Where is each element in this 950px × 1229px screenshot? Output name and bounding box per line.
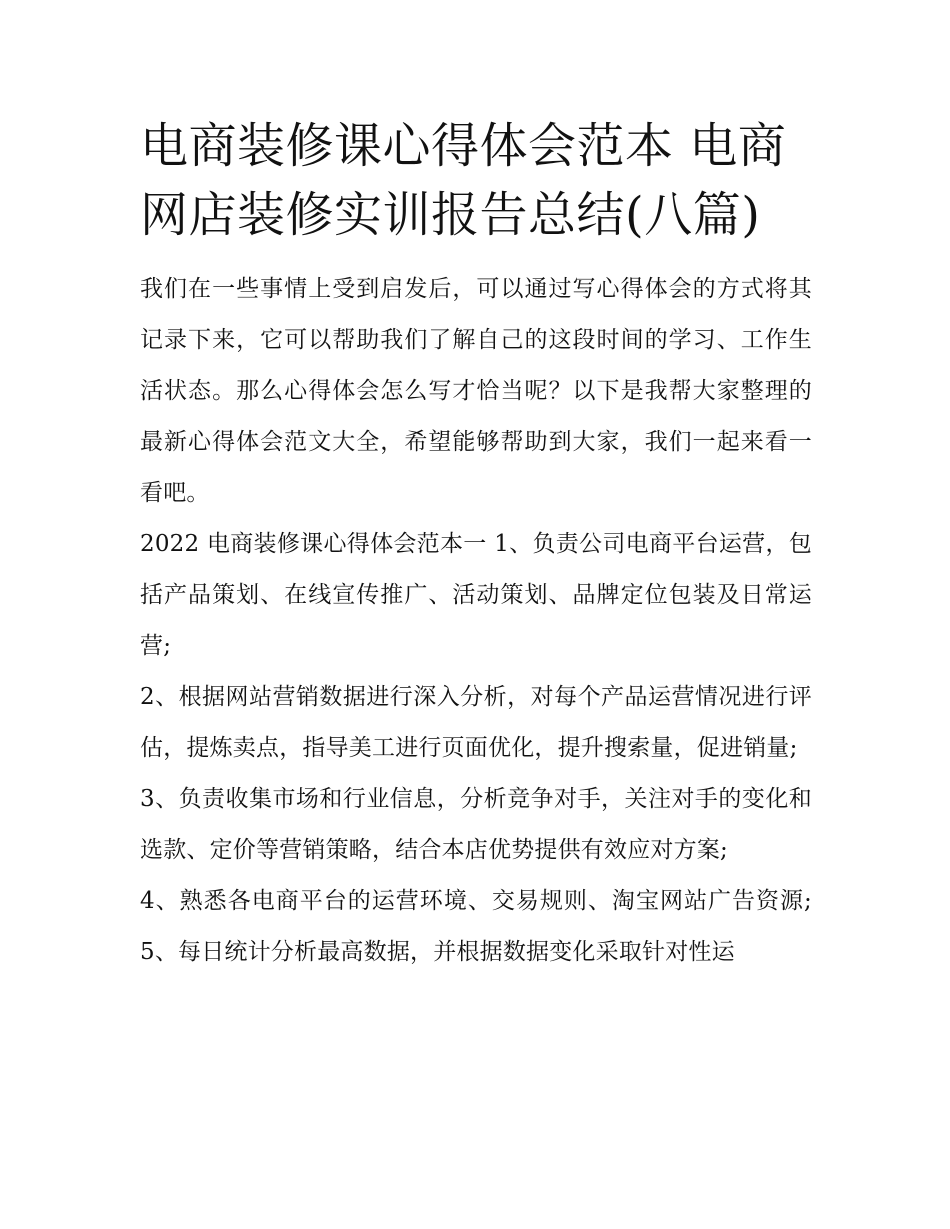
document-page — [140, 112, 812, 978]
paragraph-item-3: 3、负责收集市场和行业信息，分析竞争对手，关注对手的变化和选款、定价等营销策略，结合本店优势提供有效应对方案; — [140, 786, 812, 863]
paragraph-item-2: 2、根据网站营销数据进行深入分析，对每个产品运营情况进行评估，提炼卖点，指导美工进行页面优化，提升搜索量，促进销量; — [140, 684, 812, 761]
paragraph-intro: 我们在一些事情上受到启发后，可以通过写心得体会的方式将其记录下来，它可以帮助我们了解自己的这段时间的学习、工作生活状态。那么心得体会怎么写才恰当呢？以下是我帮大家整理的最新心得体会范文大全，希望能够帮助到大家，我们一起来看一看吧。 — [140, 276, 812, 506]
document-title: 电商装修课心得体会范本 电商网店装修实训报告总结(八篇) — [140, 118, 787, 243]
paragraph-item-1: 2022 电商装修课心得体会范本一 1、负责公司电商平台运营，包括产品策划、在线宣传推广、活动策划、品牌定位包装及日常运营; — [140, 531, 812, 659]
paragraph-item-4: 4、熟悉各电商平台的运营环境、交易规则、淘宝网站广告资源; 5、每日统计分析最高数据，并根据数据变化采取针对性运 — [140, 888, 812, 965]
